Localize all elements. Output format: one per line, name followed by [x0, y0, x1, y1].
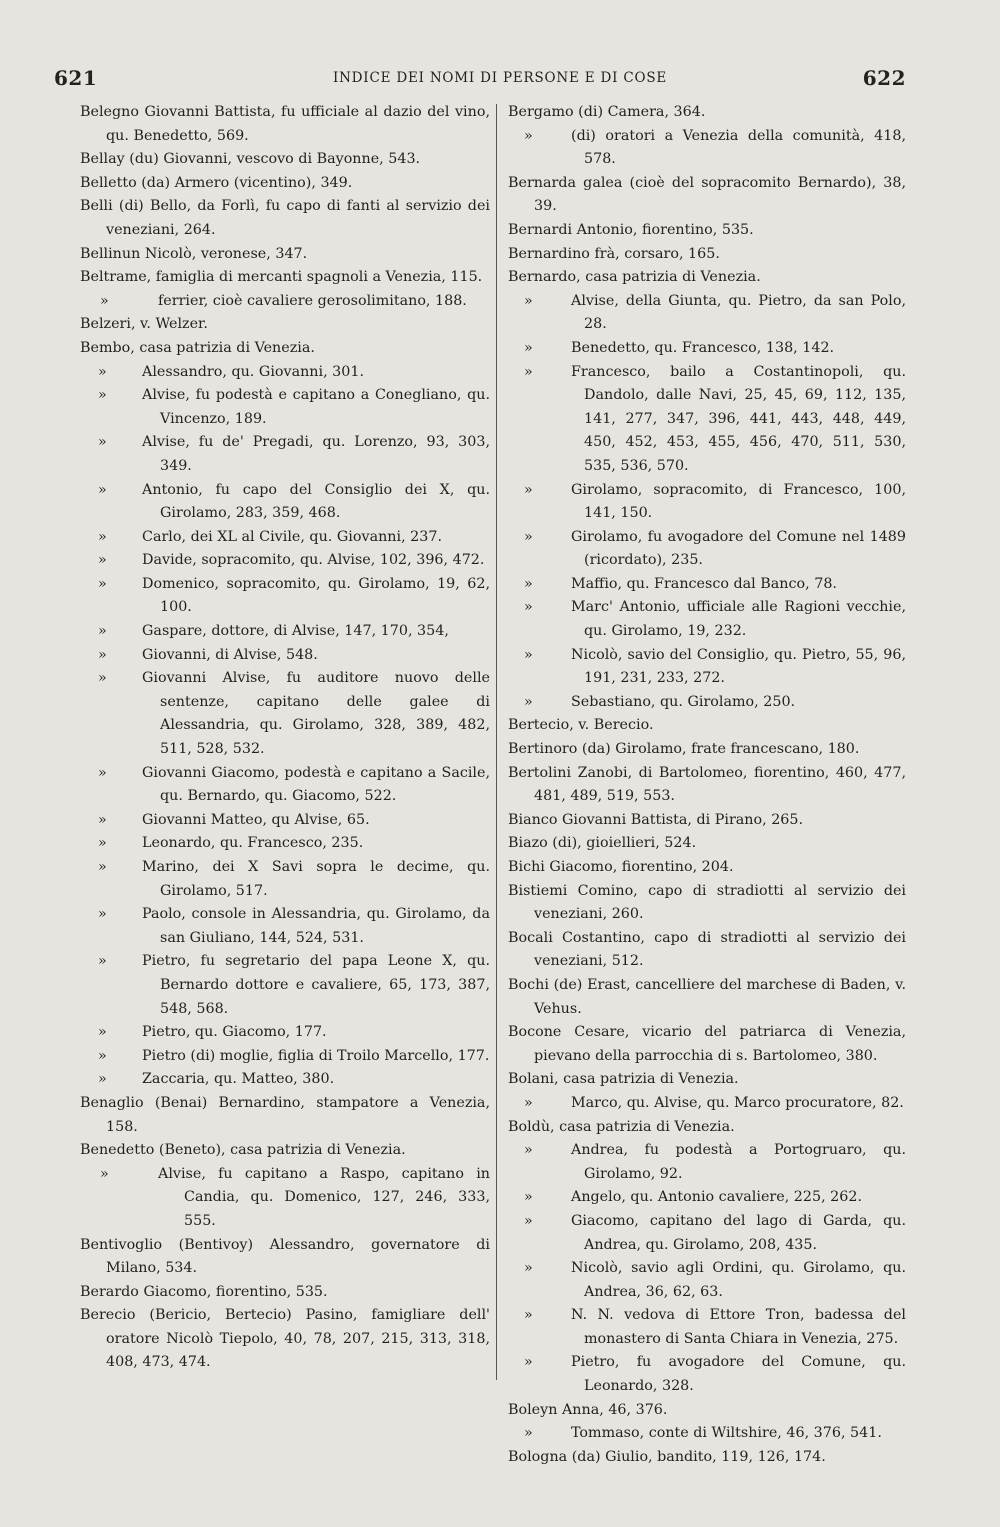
ditto-marker: »: [524, 1260, 533, 1277]
ditto-marker: »: [98, 1024, 107, 1041]
entry-text: ferrier, cioè cavaliere gerosolimitano, 188.: [158, 292, 467, 309]
entry-text: Alessandro, qu. Giovanni, 301.: [142, 363, 365, 380]
index-entry: [508, 1257, 906, 1304]
entry-text: Carlo, dei XL al Civile, qu. Giovanni, 237.: [142, 528, 442, 545]
index-entry: [80, 762, 490, 809]
entry-text: Beltrame, famiglia di mercanti spagnoli a Venezia, 115.: [80, 269, 483, 286]
entry-text: Berecio (Bericio, Bertecio) Pasino, famigliare dell' oratore Nicolò Tiepolo, 40, 78, 207, 215, 313, 318, 408, 473, 474.: [80, 1307, 490, 1371]
ditto-marker: »: [98, 363, 107, 380]
entry-text: Maffio, qu. Francesco dal Banco, 78.: [571, 575, 837, 592]
entry-text: Nicolò, savio agli Ordini, qu. Girolamo, qu. Andrea, 36, 62, 63.: [571, 1260, 906, 1300]
entry-text: Bertinoro (da) Girolamo, frate francescano, 180.: [508, 741, 860, 758]
index-entry: [80, 1045, 490, 1069]
index-entry: [508, 738, 906, 762]
index-entry: [508, 856, 906, 880]
index-entry: [80, 266, 490, 290]
ditto-marker: »: [98, 1071, 107, 1088]
index-entry: [508, 243, 906, 267]
index-entry: [508, 1304, 906, 1351]
entry-text: Bellinun Nicolò, veronese, 347.: [80, 245, 308, 262]
entry-text: Marino, dei X Savi sopra le decime, qu. Girolamo, 517.: [142, 859, 490, 899]
ditto-marker: »: [98, 552, 107, 569]
index-entry: [508, 1186, 906, 1210]
ditto-marker: »: [98, 670, 107, 687]
ditto-marker: »: [524, 363, 533, 380]
index-entry: [508, 1139, 906, 1186]
entry-text: Alvise, fu de' Pregadi, qu. Lorenzo, 93, 303, 349.: [142, 434, 490, 474]
index-entry: [508, 290, 906, 337]
entry-text: Angelo, qu. Antonio cavaliere, 225, 262.: [571, 1189, 863, 1206]
index-entry: [508, 1092, 906, 1116]
entry-text: Leonardo, qu. Francesco, 235.: [142, 835, 364, 852]
index-entry: [80, 1281, 490, 1305]
index-entry: [508, 219, 906, 243]
index-entry: [80, 903, 490, 950]
entry-text: Antonio, fu capo del Consiglio dei X, qu. Girolamo, 283, 359, 468.: [142, 481, 490, 522]
ditto-marker: »: [524, 1425, 533, 1442]
entry-text: Marco, qu. Alvise, qu. Marco procuratore, 82.: [571, 1094, 904, 1111]
entry-text: Boldù, casa patrizia di Venezia.: [508, 1118, 735, 1135]
index-entry: [508, 1351, 906, 1398]
ditto-marker: »: [524, 599, 533, 616]
index-entry: [80, 856, 490, 903]
ditto-marker: »: [98, 953, 107, 970]
entry-text: Pietro, qu. Giacomo, 177.: [142, 1024, 327, 1041]
ditto-marker: »: [98, 575, 107, 592]
index-entry: [508, 266, 906, 290]
entry-text: Davide, sopracomito, qu. Alvise, 102, 396, 472.: [142, 552, 485, 569]
entry-text: Belegno Giovanni Battista, fu ufficiale al dazio del vino, qu. Benedetto, 569.: [80, 104, 490, 144]
index-entry: [508, 172, 906, 219]
index-entry: [80, 243, 490, 267]
ditto-marker: »: [524, 575, 533, 592]
ditto-marker: »: [98, 646, 107, 663]
entry-text: Paolo, console in Alessandria, qu. Girolamo, da san Giuliano, 144, 524, 531.: [142, 906, 490, 946]
ditto-marker: »: [524, 646, 533, 663]
index-entry: [80, 1304, 490, 1375]
entry-text: Bertolini Zanobi, di Bartolomeo, fiorentino, 460, 477, 481, 489, 519, 553.: [508, 764, 906, 805]
entry-text: Pietro (di) moglie, figlia di Troilo Marcello, 177.: [142, 1047, 490, 1064]
ditto-marker: »: [524, 528, 533, 545]
ditto-marker: »: [98, 906, 107, 923]
entry-text: Boleyn Anna, 46, 376.: [508, 1401, 668, 1418]
entry-text: Andrea, fu podestà a Portogruaro, qu. Girolamo, 92.: [571, 1142, 906, 1182]
ditto-marker: »: [98, 434, 107, 451]
index-entry: [508, 337, 906, 361]
ditto-marker: »: [98, 481, 107, 498]
entry-text: Giovanni Giacomo, podestà e capitano a Sacile, qu. Bernardo, qu. Giacomo, 522.: [142, 764, 490, 805]
entry-text: Benaglio (Benai) Bernardino, stampatore a Venezia, 158.: [80, 1094, 490, 1135]
right-index-column: [508, 101, 906, 1469]
entry-text: Bembo, casa patrizia di Venezia.: [80, 339, 315, 356]
ditto-marker: »: [524, 127, 533, 144]
column-divider: [496, 104, 497, 1380]
entry-text: Girolamo, sopracomito, di Francesco, 100, 141, 150.: [571, 481, 906, 522]
index-entry: [80, 290, 490, 314]
entry-text: Bernardino frà, corsaro, 165.: [508, 245, 720, 262]
entry-text: Pietro, fu avogadore del Comune, qu. Leonardo, 328.: [571, 1354, 906, 1395]
ditto-marker: »: [524, 1354, 533, 1371]
index-entry: [80, 526, 490, 550]
entry-text: Nicolò, savio del Consiglio, qu. Pietro, 55, 96, 191, 231, 233, 272.: [571, 646, 906, 687]
index-entry: [508, 809, 906, 833]
entry-text: Alvise, fu podestà e capitano a Conegliano, qu. Vincenzo, 189.: [142, 387, 490, 427]
entry-text: Gaspare, dottore, di Alvise, 147, 170, 354,: [142, 623, 449, 640]
entry-text: Zaccaria, qu. Matteo, 380.: [142, 1071, 335, 1088]
entry-text: Bernardi Antonio, fiorentino, 535.: [508, 221, 754, 238]
entry-text: Girolamo, fu avogadore del Comune nel 1489 (ricordato), 235.: [571, 528, 906, 569]
index-entry: [80, 1021, 490, 1045]
entry-text: Domenico, sopracomito, qu. Girolamo, 19, 62, 100.: [142, 575, 490, 616]
index-entry: [80, 313, 490, 337]
index-entry: [508, 832, 906, 856]
entry-text: Biazo (di), gioiellieri, 524.: [508, 835, 697, 852]
entry-text: Bellay (du) Giovanni, vescovo di Bayonne, 543.: [80, 151, 421, 168]
index-entry: [80, 361, 490, 385]
index-entry: [508, 596, 906, 643]
index-entry: [80, 101, 490, 148]
ditto-marker: »: [98, 528, 107, 545]
entry-text: Giovanni Matteo, qu Alvise, 65.: [142, 811, 370, 828]
index-entry: [80, 1234, 490, 1281]
index-entry: [80, 479, 490, 526]
index-entry: [508, 691, 906, 715]
index-entry: [508, 927, 906, 974]
ditto-marker: »: [100, 1165, 109, 1182]
index-entry: [80, 1092, 490, 1139]
index-entry: [508, 974, 906, 1021]
entry-text: Alvise, fu capitano a Raspo, capitano in Candia, qu. Domenico, 127, 246, 333, 555.: [158, 1165, 490, 1229]
entry-text: Belzeri, v. Welzer.: [80, 316, 208, 333]
index-entry: [80, 832, 490, 856]
left-index-column: [80, 101, 490, 1375]
entry-text: Bistiemi Comino, capo di stradiotti al servizio dei veneziani, 260.: [508, 882, 906, 923]
index-entry: [80, 573, 490, 620]
ditto-marker: »: [524, 693, 533, 710]
running-title: INDICE DEI NOMI DI PERSONE E DI COSE: [332, 70, 668, 86]
ditto-marker: »: [98, 387, 107, 404]
entry-text: Bianco Giovanni Battista, di Pirano, 265.: [508, 811, 804, 828]
entry-text: Sebastiano, qu. Girolamo, 250.: [571, 693, 796, 710]
index-entry: [80, 809, 490, 833]
index-entry: [80, 549, 490, 573]
index-entry: [80, 172, 490, 196]
entry-text: (di) oratori a Venezia della comunità, 418, 578.: [571, 127, 906, 168]
entry-text: Berardo Giacomo, fiorentino, 535.: [80, 1283, 328, 1300]
index-entry: [80, 337, 490, 361]
index-entry: [80, 950, 490, 1021]
entry-text: Bologna (da) Giulio, bandito, 119, 126, 174.: [508, 1448, 826, 1465]
index-entry: [508, 880, 906, 927]
index-entry: [508, 361, 906, 479]
entry-text: Bochi (de) Erast, cancelliere del marchese di Baden, v. Vehus.: [508, 976, 906, 1017]
entry-text: Belli (di) Bello, da Forlì, fu capo di fanti al servizio dei veneziani, 264.: [80, 198, 490, 238]
entry-text: Bertecio, v. Berecio.: [508, 717, 654, 734]
index-entry: [508, 1116, 906, 1140]
ditto-marker: »: [98, 1047, 107, 1064]
entry-text: Bocone Cesare, vicario del patriarca di Venezia, pievano della parrocchia di s. Bartolomeo, 380.: [508, 1024, 906, 1064]
entry-text: Benedetto (Beneto), casa patrizia di Venezia.: [80, 1142, 406, 1159]
index-entry: [80, 148, 490, 172]
index-entry: [80, 195, 490, 242]
index-entry: [508, 526, 906, 573]
entry-text: Bolani, casa patrizia di Venezia.: [508, 1071, 739, 1088]
entry-text: Benedetto, qu. Francesco, 138, 142.: [571, 339, 835, 356]
entry-text: Belletto (da) Armero (vicentino), 349.: [80, 174, 353, 191]
ditto-marker: »: [98, 623, 107, 640]
ditto-marker: »: [98, 764, 107, 781]
left-page-number: 621: [54, 66, 98, 90]
entry-text: Bocali Costantino, capo di stradiotti al servizio dei veneziani, 512.: [508, 929, 906, 970]
page-header: [0, 66, 1000, 96]
index-entry: [508, 1068, 906, 1092]
ditto-marker: »: [98, 811, 107, 828]
ditto-marker: »: [98, 859, 107, 875]
ditto-marker: »: [524, 339, 533, 356]
entry-text: Bernarda galea (cioè del sopracomito Bernardo), 38, 39.: [508, 174, 906, 215]
index-entry: [508, 644, 906, 691]
index-entry: [508, 479, 906, 526]
index-entry: [508, 714, 906, 738]
index-entry: [508, 1422, 906, 1446]
entry-text: Tommaso, conte di Wiltshire, 46, 376, 541.: [571, 1425, 882, 1442]
index-entry: [80, 644, 490, 668]
ditto-marker: »: [524, 1212, 533, 1229]
ditto-marker: »: [524, 1189, 533, 1206]
ditto-marker: »: [100, 292, 109, 309]
entry-text: Pietro, fu segretario del papa Leone X, qu. Bernardo dottore e cavaliere, 65, 173, 387, 548, 568.: [142, 953, 490, 1017]
entry-text: Marc' Antonio, ufficiale alle Ragioni vecchie, qu. Girolamo, 19, 232.: [571, 599, 906, 640]
index-entry: [508, 101, 906, 125]
index-entry: [80, 384, 490, 431]
entry-text: Giovanni, di Alvise, 548.: [142, 646, 318, 663]
right-page-number: 622: [862, 66, 906, 90]
index-entry: [80, 1068, 490, 1092]
entry-text: Bernardo, casa patrizia di Venezia.: [508, 269, 761, 286]
entry-text: Alvise, della Giunta, qu. Pietro, da san Polo, 28.: [571, 292, 906, 333]
ditto-marker: »: [524, 1094, 533, 1111]
ditto-marker: »: [524, 1307, 533, 1324]
index-entry: [508, 1446, 906, 1470]
index-entry: [508, 762, 906, 809]
index-entry: [508, 1399, 906, 1423]
entry-text: Francesco, bailo a Costantinopoli, qu. Dandolo, dalle Navi, 25, 45, 69, 112, 135, 141, 277, 347, 396, 441, 443, 448, 449, 450, 452, 453, 455, 456, 470, 511, 530, 535, 536, 570.: [571, 363, 906, 474]
ditto-marker: »: [524, 1142, 533, 1159]
entry-text: Bentivoglio (Bentivoy) Alessandro, governatore di Milano, 534.: [80, 1236, 490, 1277]
entry-text: Giacomo, capitano del lago di Garda, qu. Andrea, qu. Girolamo, 208, 435.: [571, 1212, 906, 1253]
index-entry: [508, 125, 906, 172]
index-entry: [80, 1139, 490, 1163]
index-entry: [508, 1021, 906, 1068]
ditto-marker: »: [524, 292, 533, 309]
index-entry: [80, 431, 490, 478]
index-entry: [508, 1210, 906, 1257]
ditto-marker: »: [98, 835, 107, 852]
entry-text: Giovanni Alvise, fu auditore nuovo delle sentenze, capitano delle galee di Alessandria, qu. Girolamo, 328, 389, 482, 511, 528, 532.: [142, 670, 490, 758]
index-entry: [80, 1163, 490, 1234]
entry-text: Bichi Giacomo, fiorentino, 204.: [508, 859, 734, 875]
index-entry: [508, 573, 906, 597]
entry-text: N. N. vedova di Ettore Tron, badessa del monastero di Santa Chiara in Venezia, 275.: [571, 1307, 906, 1347]
index-entry: [80, 620, 490, 644]
entry-text: Bergamo (di) Camera, 364.: [508, 104, 706, 120]
index-entry: [80, 667, 490, 761]
ditto-marker: »: [524, 481, 533, 498]
